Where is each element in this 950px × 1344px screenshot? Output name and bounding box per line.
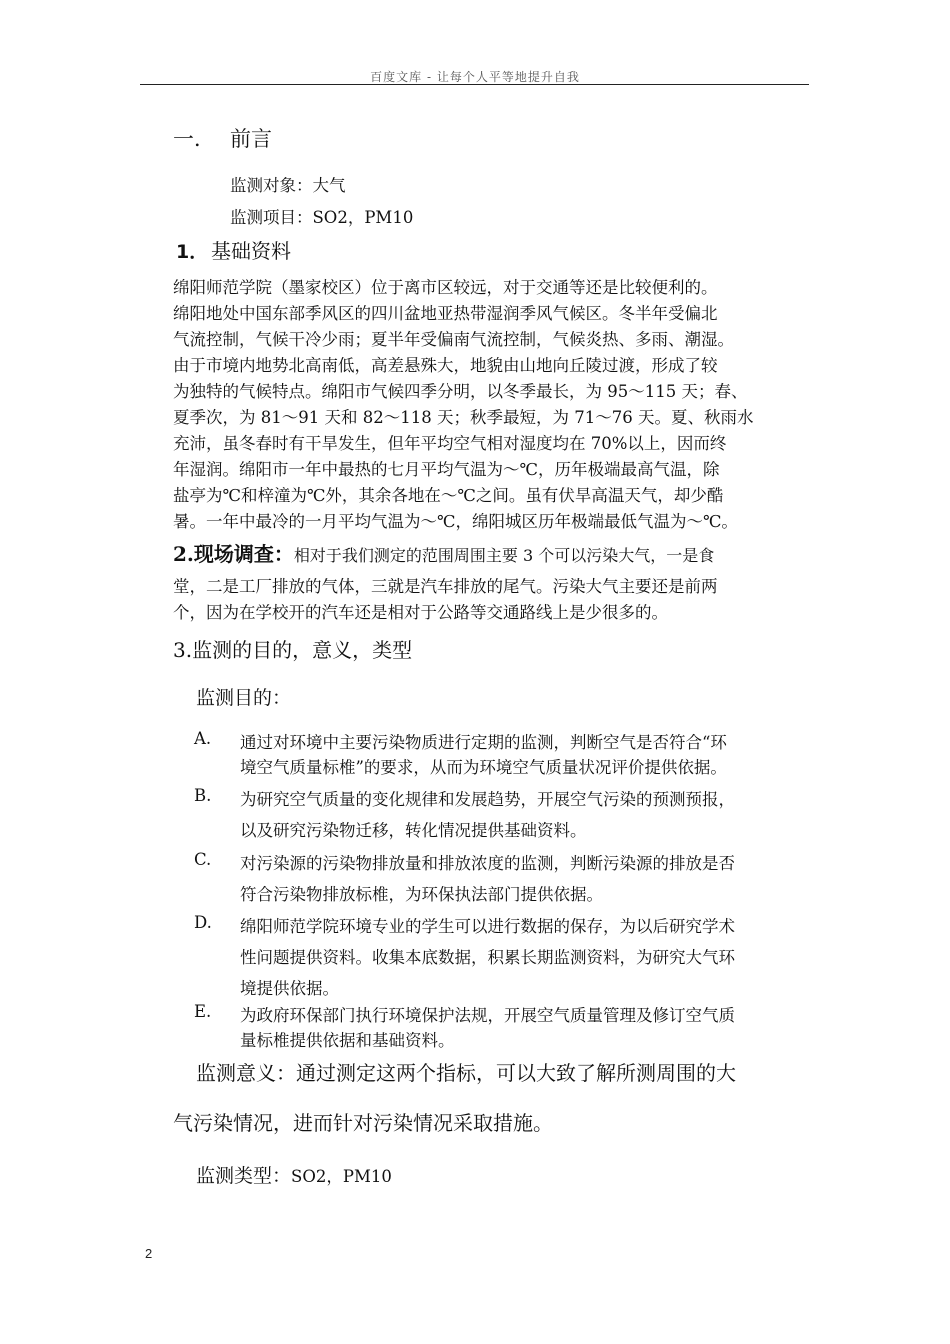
type-label: 监测类型： [196,1165,292,1187]
list-letter: C. [194,850,212,869]
monitor-items: 监测项目：SO2，PM10 [230,208,414,227]
section-title: 前言 [230,127,272,151]
paragraph-line: 充沛，虽冬春时有干旱发生，但年平均空气相对湿度均在 70%以上，因而终 [173,434,727,453]
list-item-text: 境空气质量标椎”的要求，从而为环境空气质量状况评价提供依据。 [240,758,727,777]
list-item-text: 符合污染物排放标椎，为环保执法部门提供依据。 [240,885,603,904]
paragraph-line: 由于市境内地势北高南低，高差悬殊大，地貌由山地向丘陵过渡，形成了较 [173,356,718,375]
list-letter: E. [194,1002,212,1021]
page-header: 百度文库 - 让每个人平等地提升自我 [370,70,580,84]
list-item-text: 以及研究污染物迁移，转化情况提供基础资料。 [240,821,587,840]
paragraph-line: 年湿润。绵阳市一年中最热的七月平均气温为～℃，历年极端最高气温，除 [173,460,720,479]
list-item-text: 绵阳师范学院环境专业的学生可以进行数据的保存，为以后研究学术 [240,917,735,936]
survey-heading: 2.现场调查： [173,542,294,566]
paragraph-line: 个，因为在学校开的汽车还是相对于公路等交通路线上是少很多的。 [173,603,668,622]
basic-heading-number: 1． [176,241,209,263]
list-letter: D. [194,913,212,932]
type-value: SO2，PM10 [291,1167,392,1186]
list-item-text: 量标椎提供依据和基础资料。 [240,1031,455,1050]
paragraph-line: 绵阳地处中国东部季风区的四川盆地亚热带湿润季风气候区。冬半年受偏北 [173,304,718,323]
paragraph-line: 气流控制，气候干冷少雨；夏半年受偏南气流控制，气候炎热、多雨、潮湿。 [173,330,734,349]
paragraph-line: 绵阳师范学院（墨家校区）位于离市区较远，对于交通等还是比较便利的。 [173,278,718,297]
paragraph-line: 堂，二是工厂排放的气体，三就是汽车排放的尾气。污染大气主要还是前两 [173,577,718,596]
header-rule [140,84,809,85]
type-line [196,1161,392,1188]
list-item-text: 为政府环保部门执行环境保护法规，开展空气质量管理及修订空气质 [240,1006,735,1025]
list-letter: A. [194,729,212,748]
page-number: 2 [145,1246,153,1261]
paragraph-line: 盐亭为℃和梓潼为℃外，其余各地在～℃之间。虽有伏旱高温天气，却少酷 [173,486,724,505]
purpose-heading: 3.监测的目的，意义，类型 [173,638,413,662]
section-number: 一． [173,127,215,151]
list-item-text: 为研究空气质量的变化规律和发展趋势，开展空气污染的预测预报， [240,790,735,809]
meaning-line-1: 监测意义：通过测定这两个指标，可以大致了解所测周围的大 [196,1061,736,1085]
list-item-text: 对污染源的污染物排放量和排放浓度的监测，判断污染源的排放是否 [240,854,735,873]
list-item-text: 通过对环境中主要污染物质进行定期的监测，判断空气是否符合“环 [240,733,727,752]
survey-paragraph [173,574,813,626]
list-item-text: 性问题提供资料。收集本底数据，积累长期监测资料，为研究大气环 [240,948,735,967]
basic-paragraph [173,275,813,535]
list-item-text: 境提供依据。 [240,979,339,998]
meaning-line-2: 气污染情况，进而针对污染情况采取措施。 [173,1111,553,1135]
monitor-object: 监测对象：大气 [230,176,346,195]
paragraph-line: 暑。一年中最冷的一月平均气温为～℃，绵阳城区历年极端最低气温为～℃。 [173,512,738,531]
basic-heading: 基础资料 [211,239,291,263]
survey-line-1 [173,538,714,567]
goal-label: 监测目的： [196,687,292,709]
list-letter: B. [194,786,212,805]
paragraph-line: 为独特的气候特点。绵阳市气候四季分明，以冬季最长，为 95～115 天；春、 [173,382,748,401]
paragraph-line: 夏季次，为 81～91 天和 82～118 天；秋季最短，为 71～76 天。夏、秋雨水 [173,408,754,427]
survey-first-line: 相对于我们测定的范围周围主要 3 个可以污染大气，一是食 [293,546,715,565]
